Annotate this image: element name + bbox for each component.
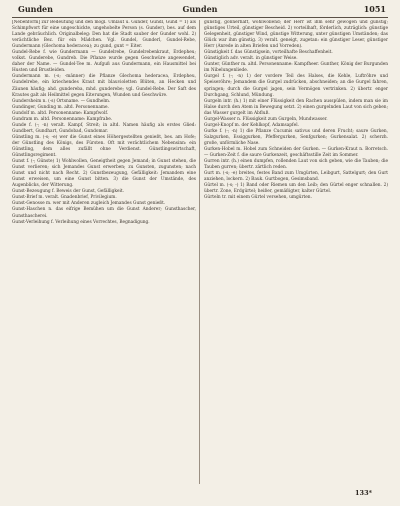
left-column-text: [Nebenform] zur Bedeutung und den mögl. Umlaut u. Gunder, Gundl, Gund = 1) als Schimpfwort für eine ungeschickte, ungehobelte Person (s. Gunder), bes. auf dem Lande gebräuchlich. Originalbeleg: Den hat die Stadt sauber der Gunder wohl. 2) verächtliche Bez. für ein Mädchen. Vgl. Gundel, Gunderl, Gundel-Rebe, Gundermann (Glechoma hederacea); zu gund, gunt = Eiter. Gundel-Rebe f. wie Gundermann — Gundelrebe, Gundelrebenkraut, Erdepheu; volkst. Gunderebe, Gundreb. Die Pflanze wurde gegen Geschwüre angewendet, daher der Name. — Gundel-Tee m. Aufguß aus Gundermann, ein Hausmittel bei Husten und Brustleiden. Gundermann m. (-s; -männer) die Pflanze Glechoma hederacea, Erdepheu, Gundelrebe, ein kriechendes Kraut mit blauvioletten Blüten, an Hecken und Zäunen häufig; ahd. gundereba, mhd. gunderebe; vgl. Gundel-Rebe. Der Saft des Krautes galt als Heilmittel gegen Eiterungen, Wunden und Geschwüre. Gundersheim n. (-s) Ortsname. — Gundhelm. Gundinger, Gunding m. altd. Personenname. Gundolf m. altd. Personenname: Kampfwolf. Gundram m. altd. Personenname: Kampfrabe. Gunde f. (-; -n) veralt. Kampf, Streit; in altd. Namen häufig als erstes Glied: Gundbert, Gundhart, Gundobad, Gundomar. Günstling m. (-s; -e) wer die Gunst eines Höhergestellten genießt, bes. am Hofe; der Günstling des Königs, des Fürsten. Oft mit verächtlichem Nebensinn: ein Günstling, dem alles zufällt ohne Verdienst. Günstlingswirtschaft, Günstlingsregiment. Gunst f. (-; Günste) 1) Wohlwollen, Geneigtheit gegen Jemand; in Gunst stehen, die Gunst verlieren; sich Jemandes Gunst erwerben; zu Gunsten, zugunsten; nach Gunst und nicht nach Recht. 2) Gunstbezeugung, Gefälligkeit: Jemandem eine Gunst erweisen, um eine Gunst bitten. 3) die Gunst der Umstände, des Augenblicks, der Witterung. Gunst-Bezeugung f. Beweis der Gunst, Gefälligkeit. Gunst-Brief m. veralt. Gnadenbrief, Privilegium. Gunst-Genosse m. wer mit Anderen zugleich Jemandes Gunst genießt. Gunst-Haschen n. das eifrige Bemühen um die Gunst Anderer; Gunsthascher, Gunsthascherei. Gunst-Verleihung f. Verleihung eines Vorrechtes, Begnadigung.: [12, 20, 196, 225]
header-rule: [12, 17, 388, 18]
header-left-word: Gunden: [18, 4, 53, 14]
running-header: [0, 0, 400, 17]
column-divider: [199, 20, 200, 484]
signature-mark: 133*: [355, 489, 372, 497]
header-center-word: Gunden: [182, 4, 218, 14]
page-number: 1051: [363, 4, 386, 14]
right-column-text: gunstig, gönnerhaft, wohlwollend; der Herr ist ihm sehr gewogen und gunstig; günstiges Urteil, günstiger Bescheid. 2) vorteilhaft, förderlich, zuträglich: günstige Gelegenheit, günstiger Wind, günstige Witterung, unter günstigen Umständen; das Glück war ihm günstig. 3) veralt. geneigt, zugetan: ein günstiger Leser, günstiger Herr (Anrede in alten Briefen und Vorreden). Günstigkeit f. das Günstigsein, vorteilhafte Beschaffenheit. Günstiglich adv. veralt. in günstiger Weise. Gunter, Günther m. altd. Personenname: Kampfheer. Gunther, König der Burgunden im Nibelungenliede. Gurgel f. (-; -n) 1) der vordere Teil des Halses, die Kehle, Luftröhre und Speiseröhre; Jemandem die Gurgel zudrücken, abschneiden; an die Gurgel fahren, springen; durch die Gurgel jagen, sein Vermögen vertrinken. 2) übertr. enger Durchgang, Schlund, Mündung. Gurgeln intr. (h.) 1) mit einer Flüssigkeit den Rachen ausspülen, indem man sie im Halse durch den Atem in Bewegung setzt. 2) einen gurgelnden Laut von sich geben; das Wasser gurgelt im Abfluß. Gurgel-Wasser n. Flüssigkeit zum Gurgeln, Mundwasser. Gurgel-Knopf m. der Kehlkopf, Adamsapfel. Gurke f. (-; -n) 1) die Pflanze Cucumis sativus und deren Frucht; saure Gurken, Salzgurken, Essiggurken, Pfeffergurken, Senfgurken; Gurkensalat. 2) scherzh. große, unförmliche Nase. Gurken-Hobel m. Hobel zum Schneiden der Gurken. — Gurken-Kraut n. Borretsch. — Gurken-Zeit f. die saure Gurkenzeit, geschäftsstille Zeit im Sommer. Gurren intr. (h.) einen dumpfen, rollenden Laut von sich geben, wie die Tauben; die Tauben gurren; übertr. zärtlich reden. Gurt m. (-s; -e) breites, festes Band zum Umgürten, Leibgurt, Sattelgurt; den Gurt anziehen, lockern. 2) Bauk. Gurtbogen, Gesimsband. Gürtel m. (-s; -) 1) Band oder Riemen um den Leib; den Gürtel enger schnallen. 2) übertr. Zone, Erdgürtel; heißer, gemäßigter, kalter Gürtel. Gürteln tr. mit einem Gürtel versehen, umgürten.: [204, 20, 388, 201]
